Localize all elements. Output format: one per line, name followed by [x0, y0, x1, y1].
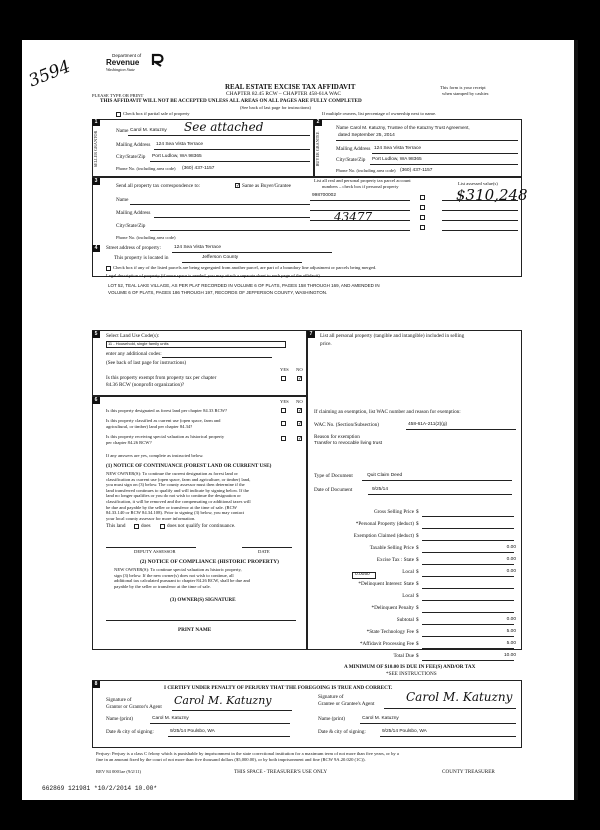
tax-line-dollar: $ [416, 509, 419, 515]
historic-question-1: Is this property receiving special valuation as historical property [106, 434, 225, 439]
assessed-value-handwritten: $310,248 [456, 186, 528, 204]
located-label: This property is located in [114, 255, 169, 261]
owner-signature-line [106, 620, 296, 621]
cashier-stamp: 662869 121981 *10/2/2014 10.00* [42, 785, 158, 792]
logo-line2: Revenue [106, 58, 140, 67]
tax-line-label: Local [402, 593, 414, 599]
section-4-number: 4 [92, 245, 100, 252]
wac-label: WAC No. (Section/Subsection) [314, 422, 379, 428]
tax-line-label: Gross Selling Price [373, 509, 414, 515]
notice-continuance-line: classification, it will be removed and the compensating or additional taxes will [106, 499, 251, 504]
does-label: does [141, 523, 151, 529]
grantee-signature-line [384, 708, 516, 709]
deputy-line [106, 547, 196, 548]
personal-property-label-2: price. [320, 341, 332, 347]
doc-type-line [362, 480, 512, 481]
parcel-line-3 [310, 220, 410, 221]
street-address[interactable]: 124 Sea Vista Terrace [174, 245, 222, 250]
grantee-name-label: Name (print) [318, 716, 345, 722]
tax-line-dollar: $ [416, 653, 419, 659]
tax-line-label: Taxable Selling Price [369, 545, 414, 551]
current-use-question-1: Is this property classified as current use (open space, farm and [106, 418, 221, 423]
seller-phone-label: Phone No. (including area code) [116, 166, 176, 171]
reason-label: Reason for exemption [314, 434, 360, 440]
tax-line-value[interactable]: 5.00 [506, 629, 516, 634]
s5-no-header: NO [296, 367, 303, 372]
section-6-number: 6 [92, 397, 100, 404]
legal-description-label: Legal description of property (if more space is needed, you may attach a separate sheet to each page of the affidavit) [106, 273, 320, 278]
grantor-signature-label-2: Grantor or Grantor's Agent [106, 704, 162, 710]
tax-line-label: *Affidavit Processing Fee [359, 641, 414, 647]
exempt-question-2: 84.36 RCW (nonprofit organization)? [106, 382, 185, 388]
seller-mailing[interactable]: 124 Sea Vista Terrace [156, 142, 204, 147]
tax-line-label: Exemption Claimed (deduct) [353, 533, 414, 539]
tax-line-label: *State Technology Fee [366, 629, 414, 635]
forest-no-checkbox[interactable]: ✓ [298, 408, 303, 414]
local-rate: 0.0050 [355, 572, 370, 577]
tax-line-label: *Delinquent Penalty [371, 605, 414, 611]
buyer-phone-label: Phone No. (including area code) [336, 168, 396, 173]
correspondence-city-label: City/State/Zip [116, 223, 146, 229]
tax-line-dollar: $ [416, 569, 419, 575]
county[interactable]: Jefferson County [202, 255, 239, 260]
grantee-print-name[interactable]: Carol M. Katuzny [362, 716, 399, 721]
this-land-label: This land [106, 523, 126, 529]
county-treasurer-label: COUNTY TREASURER [442, 769, 495, 775]
personal-property-checkbox-1[interactable] [420, 195, 425, 200]
personal-property-label-1: List all personal property (tangible and intangible) included in selling [320, 333, 465, 339]
section-3-number: 3 [92, 178, 100, 185]
tax-line-value[interactable]: 0.00 [506, 569, 516, 574]
tax-line-dollar: $ [416, 545, 419, 551]
grantor-date-line [168, 736, 290, 737]
tax-line-underline [422, 540, 514, 541]
tax-line-dollar: $ [416, 521, 419, 527]
seller-city-line [150, 161, 310, 162]
tax-line-label: Local [402, 569, 414, 575]
tax-line-value[interactable]: 0.00 [506, 617, 516, 622]
tax-line-underline [422, 564, 514, 565]
doc-date[interactable]: 9/25/14 [372, 487, 389, 492]
correspondence-city-line [150, 230, 310, 231]
seller-city[interactable]: Port Ludlow, WA 98365 [152, 154, 202, 159]
historic-no-checkbox[interactable]: ✓ [298, 436, 303, 442]
tax-line-underline [422, 612, 514, 613]
parcel-header-2: numbers – check box if personal property [322, 184, 399, 189]
tax-line-underline [422, 516, 514, 517]
tax-line-label: *Delinquent Interest: State [358, 581, 414, 587]
deputy-assessor-label: DEPUTY ASSESSOR [134, 549, 176, 554]
wac-line [406, 429, 516, 430]
seller-phone[interactable]: (360) 437-1157 [182, 166, 215, 171]
doc-date-label: Date of Document [314, 487, 353, 493]
tax-line-dollar: $ [416, 593, 419, 599]
seller-name[interactable]: Carol M. Katuzny [130, 128, 167, 133]
send-correspondence-label: Send all property tax correspondence to: [116, 183, 200, 189]
parcel-number[interactable]: 998700002 [312, 193, 337, 198]
doc-type-label: Type of Document [314, 473, 353, 479]
seller-name-label: Name [116, 128, 129, 134]
s5-yes-header: YES [280, 367, 289, 372]
buyer-name-label: Name [336, 125, 349, 131]
s6-yes-header: YES [280, 399, 289, 404]
section-7-number: 7 [307, 331, 315, 338]
historic-yes-checkbox[interactable] [281, 436, 286, 441]
notice-continuance-line: land transferred continues to qualify and will indicate by signing below. If the [106, 487, 249, 493]
see-back-note: (See back of last page for instructions) [240, 105, 311, 110]
section-1-number: 1 [92, 119, 100, 126]
parcel-line-1 [310, 200, 410, 201]
seller-mailing-label: Mailing Address [116, 142, 151, 148]
tax-line-underline [422, 660, 514, 661]
correspondence-name-line [130, 204, 310, 205]
grantor-date-label: Date & city of signing: [106, 729, 154, 735]
notice-continuance-title: (1) NOTICE OF CONTINUANCE (FOREST LAND OR CURRENT USE) [106, 463, 272, 469]
receipt-note-2: when stamped by cashier. [442, 91, 490, 96]
grantee-signature-label-2: Grantee or Grantee's Agent [318, 701, 375, 707]
same-as-buyer-checkbox[interactable]: ✓ [236, 183, 241, 189]
please-type: PLEASE TYPE OR PRINT [92, 93, 144, 98]
perjury-line: Perjury: Perjury is a class C felony which is punishable by imprisonment in the state correctional institution for a maximum term of not more than five years, or by a [96, 751, 399, 756]
buyer-mailing-label: Mailing Address [336, 146, 371, 152]
buyer-name-2[interactable]: dated September 25, 2014 [338, 133, 395, 138]
current-use-no-checkbox[interactable]: ✓ [298, 421, 303, 427]
buyer-side-label: BUYER GRANTEE [315, 131, 320, 167]
buyer-name[interactable]: Carol M. Katuzny, Trustee of the Katuzny Trust Agreement, [350, 125, 470, 130]
tax-line-value[interactable]: 0.00 [506, 557, 516, 562]
buyer-mailing[interactable]: 124 Sea Vista Terrace [374, 146, 422, 151]
scan-edge [574, 40, 578, 800]
deputy-date-label: DATE [258, 549, 270, 554]
section-5-number: 5 [92, 331, 100, 338]
correspondence-phone-label: Phone No. (including area code) [116, 235, 176, 240]
notice-compliance-title: (2) NOTICE OF COMPLIANCE (HISTORIC PROPERTY) [140, 559, 279, 565]
tax-line-dollar: $ [416, 581, 419, 587]
affidavit-page [22, 40, 578, 800]
assessed-line-1 [442, 200, 518, 201]
notice-continuance-line: land no longer qualifies or you do not wish to continue the designation or [106, 493, 241, 499]
exempt-no-checkbox[interactable]: ✓ [298, 376, 303, 382]
assessed-header: List assessed value(s) [458, 181, 498, 186]
tax-line-label: *Personal Property (deduct) [355, 521, 414, 527]
date-line [242, 547, 292, 548]
buyer-mailing-line [372, 153, 518, 154]
form-title: REAL ESTATE EXCISE TAX AFFIDAVIT [225, 83, 356, 91]
tax-line-label: Subtotal [396, 617, 414, 623]
multiple-owners-note: If multiple owners, list percentage of ownership next to name. [322, 111, 437, 116]
wac-number[interactable]: 458-61A-211(2)(g) [408, 422, 448, 427]
county-line [182, 262, 302, 263]
parcel-line-2 [310, 210, 410, 211]
notice-compliance-line: payable by the seller or transferor at the time of sale. [114, 583, 211, 589]
segregated-checkbox[interactable] [106, 266, 111, 271]
tax-line-label: Excise Tax : State [376, 557, 414, 563]
assessed-line-2 [442, 210, 518, 211]
tax-line-dollar: $ [416, 557, 419, 563]
personal-property-checkbox-4[interactable] [420, 225, 425, 230]
seller-name-line [128, 135, 310, 136]
grantor-signature: Carol M. Katuzny [174, 694, 272, 707]
logo-line3: Washington State [106, 67, 136, 72]
owner-signature-label: (3) OWNER(S) SIGNATURE [170, 597, 236, 603]
tax-line-label: Total Due [393, 653, 414, 659]
additional-codes-line [162, 357, 272, 358]
notice-continuance-line: classification as current use (open space, farm and agriculture, or timber) land, [106, 476, 251, 482]
seller-side-label: SELLER GRANTOR [93, 130, 98, 168]
tax-line-value[interactable]: 5.00 [506, 641, 516, 646]
notice-compliance-line: sign (3) below. If the new owner(s) does not wish to continue, all [114, 572, 234, 578]
certify-statement: I CERTIFY UNDER PENALTY OF PERJURY THAT THE FOREGOING IS TRUE AND CORRECT. [164, 685, 393, 691]
personal-property-checkbox-3[interactable] [420, 215, 425, 220]
does-not-label: does not qualify for continuance. [167, 523, 236, 529]
grantor-signature-line [172, 710, 292, 711]
grantee-date-line [380, 736, 516, 737]
seller-handwritten-name: See attached [184, 120, 264, 134]
tax-line-underline [422, 528, 514, 529]
tax-line-dollar: $ [416, 629, 419, 635]
tax-line-underline [422, 636, 514, 637]
print-name-label: PRINT NAME [178, 627, 212, 633]
tax-line-underline [422, 576, 514, 577]
buyer-name-line [336, 140, 518, 141]
section-2-number: 2 [314, 119, 322, 126]
correspondence-mailing-label: Mailing Address [116, 210, 151, 216]
segregated-label: Check box if any of the listed parcels are being segregated from another parcel, are part of a boundary line adjustment or parcels being merged. [113, 265, 377, 270]
forest-land-question: Is this property designated as forest land per chapter 84.33 RCW? [106, 408, 228, 413]
legal-description-1[interactable]: LOT 52, TEAL LAKE VILLAGE, AS PER PLAT RECORDED IN VOLUME 6 OF PLATS, PAGES 158 THROUGH 169, AND AMENDED IN [108, 283, 380, 288]
street-line [172, 252, 332, 253]
dor-logo-icon [150, 52, 166, 68]
handwritten-record-number: 3594 [25, 56, 74, 92]
forest-yes-checkbox[interactable] [281, 408, 286, 413]
tax-line-dollar: $ [416, 533, 419, 539]
grantor-name-label: Name (print) [106, 716, 133, 722]
current-use-question-2: agricultural, or timber) land per chapter 84.34? [106, 424, 193, 429]
exemption-claim-label: If claiming an exemption, list WAC number and reason for exemption: [314, 409, 461, 415]
form-warning: THIS AFFIDAVIT WILL NOT BE ACCEPTED UNLESS ALL AREAS ON ALL PAGES ARE FULLY COMPLETED [100, 98, 362, 104]
notice-continuance-line: your local county assessor for more information. [106, 515, 196, 521]
form-subtitle: CHAPTER 82.45 RCW – CHAPTER 458-61A WAC [226, 91, 341, 97]
doc-date-line [368, 494, 512, 495]
tax-line-value[interactable]: 10.00 [503, 653, 516, 658]
receipt-note-1: This form is your receipt [440, 85, 486, 90]
notice-compliance-line: NEW OWNER(S): To continue special valuation as historic property, [114, 567, 242, 572]
see-instructions: *SEE INSTRUCTIONS [386, 671, 437, 677]
grantee-name-line [360, 723, 516, 724]
street-label: Street address of property: [106, 245, 161, 251]
land-use-value: 11 - Household, single family units [108, 341, 169, 346]
tax-line-underline [422, 624, 514, 625]
correspondence-mailing-line [154, 217, 310, 218]
grantor-name-line [150, 723, 290, 724]
doc-type[interactable]: Quit Claim Deed [367, 473, 403, 478]
parcel-handwritten: 43477 [334, 210, 373, 224]
additional-codes-label: enter any additional codes: [106, 351, 162, 357]
exempt-yes-checkbox[interactable] [281, 376, 286, 381]
tax-line-dollar: $ [416, 641, 419, 647]
land-use-label: Select Land Use Code(s): [106, 333, 160, 339]
exempt-question-1: Is this property exempt from property tax per chapter [106, 375, 217, 381]
grantor-print-name[interactable]: Carol M. Katuzny [152, 716, 189, 721]
minimum-due-note: A MINIMUM OF $10.00 IS DUE IN FEE(S) AND/OR TAX [344, 664, 476, 670]
tax-line-value[interactable]: 0.00 [506, 545, 516, 550]
partial-sale-checkbox[interactable] [116, 112, 121, 117]
personal-property-checkbox-2[interactable] [420, 205, 425, 210]
parcel-line-4 [310, 230, 410, 231]
tax-line-underline [422, 600, 514, 601]
does-not-checkbox[interactable] [160, 524, 165, 529]
assessed-line-4 [442, 230, 518, 231]
notice-continuance-line: you must sign on (3) below. The county assessor must then determine if the [106, 482, 245, 488]
section-8-number: 8 [92, 681, 100, 688]
buyer-city-line [370, 164, 518, 165]
tax-line-underline [422, 552, 514, 553]
parcel-header-1: List all real and personal property tax parcel account [314, 178, 411, 183]
logo-line1: Department of [112, 53, 142, 58]
grantee-signature-label-1: Signature of [318, 694, 344, 700]
notice-continuance-line: NEW OWNER(S): To continue the current designation as forest land or [106, 471, 238, 476]
current-use-yes-checkbox[interactable] [281, 421, 286, 426]
historic-question-2: per chapter 84.26 RCW? [106, 440, 152, 445]
perjury-line: fine in an amount fixed by the court of not more than five thousand dollars ($5,000.00), or by both imprisonment and fine (RCW 9A.20.020 (1C)). [96, 757, 366, 762]
treasurer-use-label: THIS SPACE - TREASURER'S USE ONLY [234, 769, 328, 775]
if-yes-instruction: If any answers are yes, complete as instructed below. [106, 453, 204, 458]
notice-compliance-line: additional tax calculated pursuant to chapter 84.26 RCW, shall be due and [114, 578, 250, 584]
same-as-buyer-label: Same as Buyer/Grantee [242, 183, 291, 189]
grantor-date[interactable]: 9/25/14 Poulsbo, WA [170, 729, 215, 734]
assessed-line-3 [442, 220, 518, 221]
grantee-signature: Carol M. Katuzny [406, 690, 513, 704]
grantor-signature-label-1: Signature of [106, 697, 132, 703]
notice-continuance-line: be due and payable by the seller or transferor at the time of sale. (RCW [106, 504, 238, 510]
does-checkbox[interactable] [134, 524, 139, 529]
legal-description-2[interactable]: VOLUME 6 OF PLATS, PAGES 186 THROUGH 197, RECORDS OF JEFFERSON COUNTY, WASHINGTON. [108, 290, 328, 295]
tax-line-dollar: $ [416, 617, 419, 623]
partial-sale-label: Check box if partial sale of property [123, 111, 190, 116]
s6-no-header: NO [296, 399, 303, 404]
tax-line-underline [422, 588, 514, 589]
land-use-see-back: (See back of last page for instructions) [106, 360, 187, 366]
exemption-reason[interactable]: Transfer to revocable living trust [314, 441, 383, 446]
tax-line-dollar: $ [416, 605, 419, 611]
buyer-city[interactable]: Port Ludlow, WA 98365 [372, 157, 422, 162]
seller-mailing-line [154, 149, 310, 150]
seller-city-label: City/State/Zip [116, 154, 146, 160]
tax-line-underline [422, 648, 514, 649]
grantee-date-label: Date & city of signing: [318, 729, 366, 735]
correspondence-name-label: Name [116, 197, 129, 203]
notice-continuance-line: 84.33.140 or RCW 84.34.108). Prior to signing (3) below, you may contact [106, 510, 245, 516]
grantee-date[interactable]: 9/25/14 Poulsbo, WA [382, 729, 427, 734]
buyer-phone[interactable]: (360) 437-1157 [400, 168, 433, 173]
buyer-city-label: City/State/Zip [336, 157, 366, 163]
form-revision: REV 84 0001ae (9/2/11) [96, 769, 142, 774]
